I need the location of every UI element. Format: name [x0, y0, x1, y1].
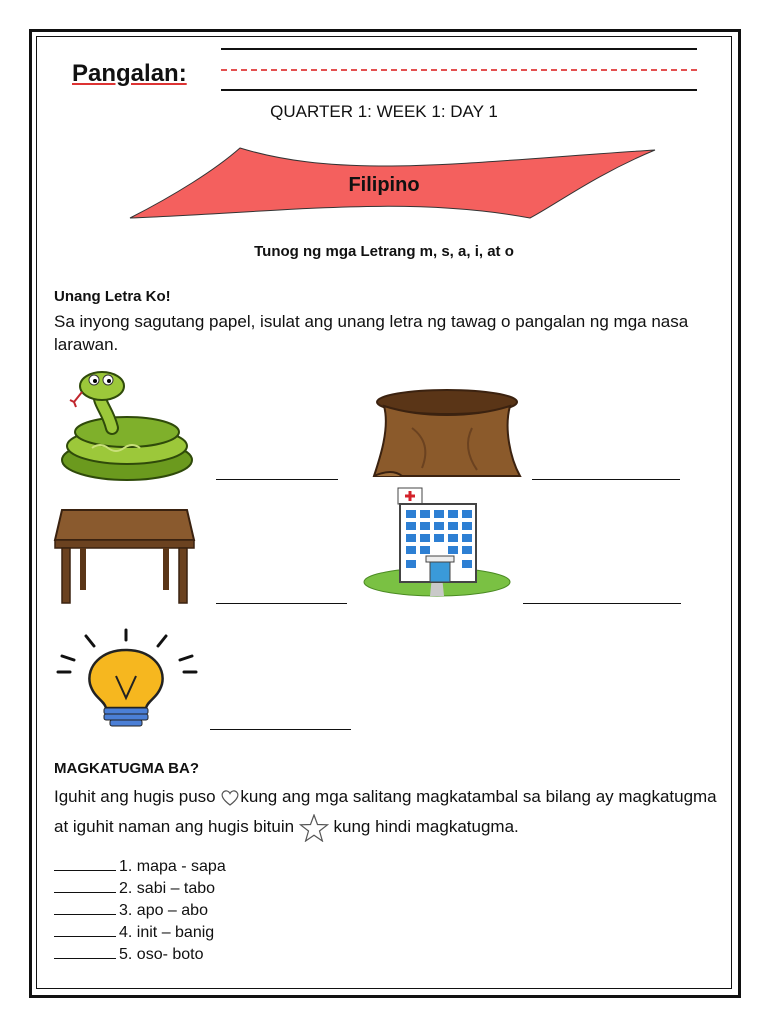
rhyme-item-text: 4. init – banig: [119, 924, 215, 941]
section2-title: MAGKATUGMA BA?: [54, 760, 199, 777]
answer-blank-1[interactable]: [216, 479, 338, 480]
name-line-top: [221, 48, 697, 50]
subject-title: Filipino: [348, 174, 420, 196]
heart-icon: [220, 789, 240, 807]
answer-blank[interactable]: [54, 943, 116, 959]
answer-blank[interactable]: [54, 855, 116, 871]
name-label: Pangalan:: [72, 60, 187, 87]
rhyme-item: [54, 855, 226, 878]
table-icon: [52, 506, 197, 606]
sack-icon: [372, 388, 522, 480]
answer-blank-2[interactable]: [532, 479, 680, 480]
name-line-bottom: [221, 89, 697, 91]
snake-icon: [52, 368, 197, 483]
answer-blank[interactable]: [54, 899, 116, 915]
answer-blank[interactable]: [54, 921, 116, 937]
instruction-part-a: Iguhit ang hugis puso: [54, 787, 221, 806]
lightbulb-icon: [52, 628, 202, 728]
answer-blank[interactable]: [54, 877, 116, 893]
rhyme-item-text: 5. oso- boto: [119, 946, 204, 963]
instruction-part-c: kung hindi magkatugma.: [328, 817, 519, 836]
answer-blank-3[interactable]: [216, 603, 347, 604]
section2-instruction: [54, 782, 719, 842]
rhyme-item: [54, 899, 208, 922]
quarter-heading: QUARTER 1: WEEK 1: DAY 1: [270, 102, 498, 121]
name-dashed-line: [221, 69, 697, 71]
section1-title: Unang Letra Ko!: [54, 288, 171, 305]
hospital-icon: [362, 486, 512, 598]
rhyme-item-text: 2. sabi – tabo: [119, 880, 216, 897]
rhyme-item-text: 1. mapa - sapa: [119, 858, 226, 875]
rhyme-item: [54, 921, 214, 944]
rhyme-item-text: 3. apo – abo: [119, 902, 208, 919]
instruction-part-b: kung ang mga salitang magkatambal sa bilang ay magkatugma at iguhit naman ang hugis bituin: [54, 787, 717, 836]
answer-blank-4[interactable]: [523, 603, 681, 604]
section1-instruction: Sa inyong sagutang papel, isulat ang unang letra ng tawag o pangalan ng mga nasa larawan.: [54, 312, 689, 354]
rhyme-item: [54, 943, 204, 966]
rhyme-item: [54, 877, 215, 900]
star-icon: [299, 814, 329, 842]
answer-blank-5[interactable]: [210, 729, 351, 730]
lesson-subtitle: Tunog ng mga Letrang m, s, a, i, at o: [254, 243, 514, 260]
